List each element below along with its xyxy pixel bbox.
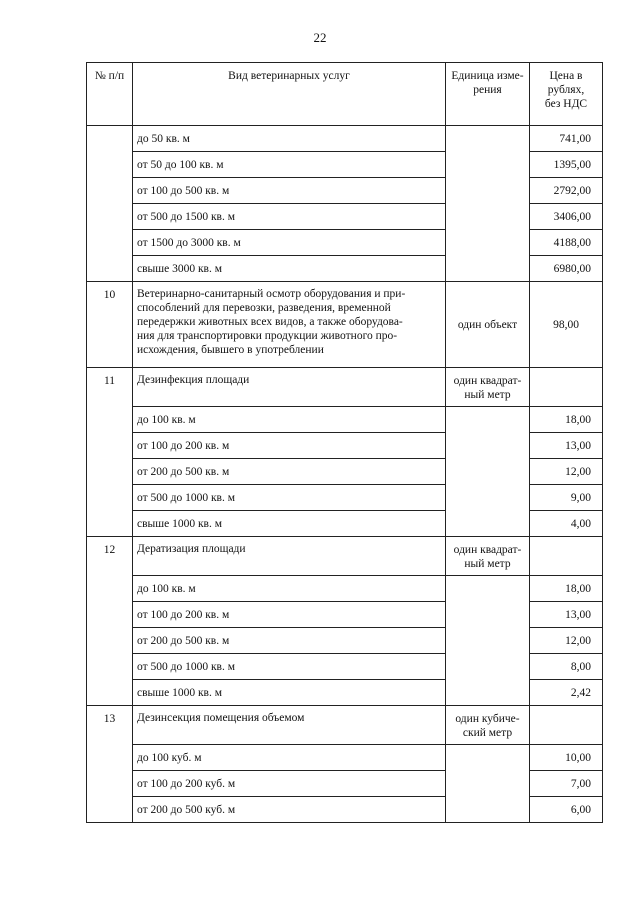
service-cell: до 100 куб. м — [133, 745, 446, 771]
table-row-item-12 — [87, 537, 603, 576]
service-cell: Дезинфекция площади — [133, 368, 446, 407]
unit-cell-empty — [446, 745, 530, 823]
item-number: 11 — [87, 368, 133, 537]
price-cell: 3406,00 — [530, 204, 603, 230]
service-cell: Дератизация площади — [133, 537, 446, 576]
price-cell-empty — [530, 368, 603, 407]
unit-cell: один квадрат- ный метр — [446, 368, 530, 407]
unit-cell: один объект — [446, 282, 530, 368]
service-cell: до 100 кв. м — [133, 407, 446, 433]
page-number: 22 — [313, 30, 327, 45]
unit-cell-empty — [446, 407, 530, 537]
service-cell: свыше 1000 кв. м — [133, 680, 446, 706]
table-header-row — [87, 63, 603, 126]
header-unit: Единица изме- рения — [446, 63, 530, 126]
unit-cell: один квадрат- ный метр — [446, 537, 530, 576]
price-cell: 8,00 — [530, 654, 603, 680]
service-cell: до 50 кв. м — [133, 126, 446, 152]
service-cell: до 100 кв. м — [133, 576, 446, 602]
table-row-item-11 — [87, 368, 603, 407]
service-cell: от 200 до 500 кв. м — [133, 628, 446, 654]
price-cell: 18,00 — [530, 407, 603, 433]
service-cell: от 500 до 1000 кв. м — [133, 654, 446, 680]
price-cell: 6,00 — [530, 797, 603, 823]
service-cell: Ветеринарно-санитарный осмотр оборудования и при- способлений для перевозки, разведения, временной передержки животных всех видов, а также оборудова- ния для транспортировки продукции животного про- исхождения, бывшего в употреблении — [133, 282, 446, 368]
price-cell-empty — [530, 706, 603, 745]
price-cell: 2792,00 — [530, 178, 603, 204]
service-cell: свыше 3000 кв. м — [133, 256, 446, 282]
price-table — [86, 62, 603, 823]
price-cell: 13,00 — [530, 433, 603, 459]
price-cell-empty — [530, 537, 603, 576]
table-row — [87, 407, 603, 433]
price-cell: 9,00 — [530, 485, 603, 511]
header-price: Цена в рублях, без НДС — [530, 63, 603, 126]
table-row-item-13 — [87, 706, 603, 745]
service-cell: от 1500 до 3000 кв. м — [133, 230, 446, 256]
service-cell: свыше 1000 кв. м — [133, 511, 446, 537]
service-cell: от 100 до 500 кв. м — [133, 178, 446, 204]
price-cell: 12,00 — [530, 459, 603, 485]
price-cell: 98,00 — [530, 282, 603, 368]
table-row-item-10 — [87, 282, 603, 368]
service-cell: от 200 до 500 кв. м — [133, 459, 446, 485]
table-row — [87, 126, 603, 152]
service-cell: от 100 до 200 куб. м — [133, 771, 446, 797]
price-cell: 741,00 — [530, 126, 603, 152]
price-cell: 10,00 — [530, 745, 603, 771]
service-cell: от 500 до 1500 кв. м — [133, 204, 446, 230]
header-service: Вид ветеринарных услуг — [133, 63, 446, 126]
price-cell: 7,00 — [530, 771, 603, 797]
service-cell: от 100 до 200 кв. м — [133, 433, 446, 459]
service-cell: от 100 до 200 кв. м — [133, 602, 446, 628]
table-row — [87, 576, 603, 602]
price-cell: 13,00 — [530, 602, 603, 628]
header-num: № п/п — [87, 63, 133, 126]
price-cell: 2,42 — [530, 680, 603, 706]
price-cell: 6980,00 — [530, 256, 603, 282]
item-number: 12 — [87, 537, 133, 706]
table-row — [87, 745, 603, 771]
item-number: 13 — [87, 706, 133, 823]
price-cell: 12,00 — [530, 628, 603, 654]
num-cell-empty — [87, 126, 133, 282]
price-cell: 4,00 — [530, 511, 603, 537]
service-cell: от 50 до 100 кв. м — [133, 152, 446, 178]
unit-cell-empty — [446, 576, 530, 706]
service-cell: от 200 до 500 куб. м — [133, 797, 446, 823]
unit-cell: один кубиче- ский метр — [446, 706, 530, 745]
item-number: 10 — [87, 282, 133, 368]
service-cell: от 500 до 1000 кв. м — [133, 485, 446, 511]
unit-cell-empty — [446, 126, 530, 282]
service-cell: Дезинсекция помещения объемом — [133, 706, 446, 745]
price-cell: 4188,00 — [530, 230, 603, 256]
price-cell: 1395,00 — [530, 152, 603, 178]
price-cell: 18,00 — [530, 576, 603, 602]
